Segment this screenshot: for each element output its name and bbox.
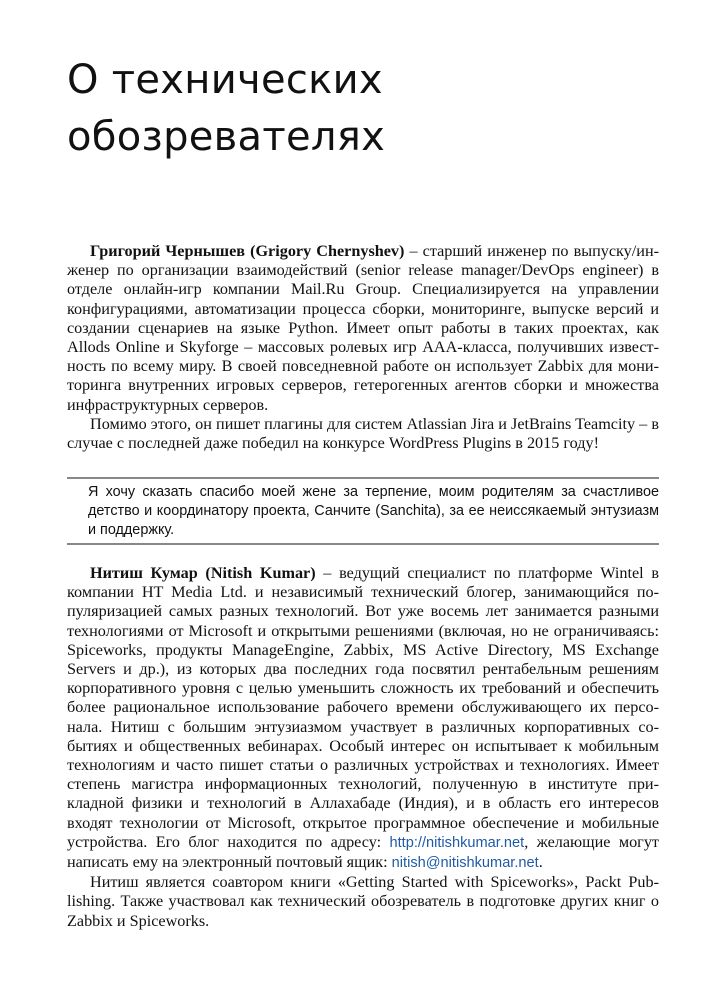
page-title xyxy=(67,52,667,166)
acknowledgement-note: Я хочу сказать спасибо моей жене за терпение, моим родителям за счастливое детство и координатору проекта, Санчите (Sanchita), за ее неиссякаемый энтузиазм и поддержку. xyxy=(88,484,659,538)
reviewer-bio-chernyshev xyxy=(67,242,659,453)
bio-text: . xyxy=(538,853,543,872)
page-title-line-2: обозревателях xyxy=(67,114,386,160)
reviewer-name: Григорий Чернышев (Grigory Chernyshev) xyxy=(90,242,405,260)
bio-paragraph: Помимо этого, он пишет плагины для систем Atlassian Jira и JetBrains Teamcity – в случае с последней даже победил на конкурсе WordPress Plugins в 2015 году! xyxy=(67,414,659,453)
acknowledgement-top-rule xyxy=(67,477,659,479)
acknowledgement-bottom-rule xyxy=(67,543,659,545)
reviewer-bio-kumar xyxy=(67,564,659,931)
bio-text: – старший инженер по выпуску/инженер по организации взаимодействий (senior release manager/DevOps engineer) в отделе онлайн-игр компании Mail.Ru Group. Специализируется на управлении конфигурациями, автоматизации процесса сборки, мониторинге, выпуске версий и создании сценариев на языке Python. Имеет опыт работы в таких проектах, как Allods Online и Skyforge – массовых ролевых игр AAA-класса, получивших известность по всему миру. В своей повседневной работе он использует Zabbix для мониторинга внутренних игровых серверов, гетерогенных агентов сборки и множества инфраструктурных серверов. xyxy=(67,242,659,414)
page-title-line-1: О технических xyxy=(67,57,383,103)
bio-paragraph xyxy=(67,242,659,415)
reviewer-name: Нитиш Кумар (Nitish Kumar) xyxy=(90,564,316,582)
bio-paragraph: Нитиш является соавтором книги «Getting Started with Spiceworks», Packt Publishing. Также участвовал как технический обозреватель в подготовке других книг о Zabbix и Spiceworks. xyxy=(67,873,659,930)
bio-paragraph xyxy=(67,564,659,873)
bio-text: – ведущий специалист по платформе Wintel в компании HT Media Ltd. и независимый технический блогер, занимающийся популяризацией самых разных технологий. Вот уже восемь лет занимается разными технологиями от Microsoft и открытыми решениями (включая, но не ограничиваясь: Spiceworks, продукты ManageEngine, Zabbix, MS Active Directory, MS Exchange Servers и др.), из которых два последних года посвятил рентабельным решениям корпоративного уровня с целью уменьшить сложность их требований и обеспечить более рациональное использование рабочего времени обслуживающего их персонала. Нитиш с большим энтузиазмом участвует в различных корпоративных событиях и общественных вебинарах. Особый интерес он испытывает к мобильным технологиям и часто пишет статьи о различных устройствах и технологиях. Имеет степень магистра информационных технологий, полученную в институте прикладной физики и технологий в Аллахабаде (Индия), и в область его интересов входят технологии от Microsoft, открытое программное обеспечение и мобильные устройства. Его блог находится по адресу: xyxy=(67,564,659,851)
email-link[interactable]: nitish@nitishkumar.net xyxy=(391,855,539,872)
bio-text: , желающие могут написать ему на электронный почтовый ящик: xyxy=(67,832,659,872)
blog-link[interactable]: http://nitishkumar.net xyxy=(389,834,525,851)
